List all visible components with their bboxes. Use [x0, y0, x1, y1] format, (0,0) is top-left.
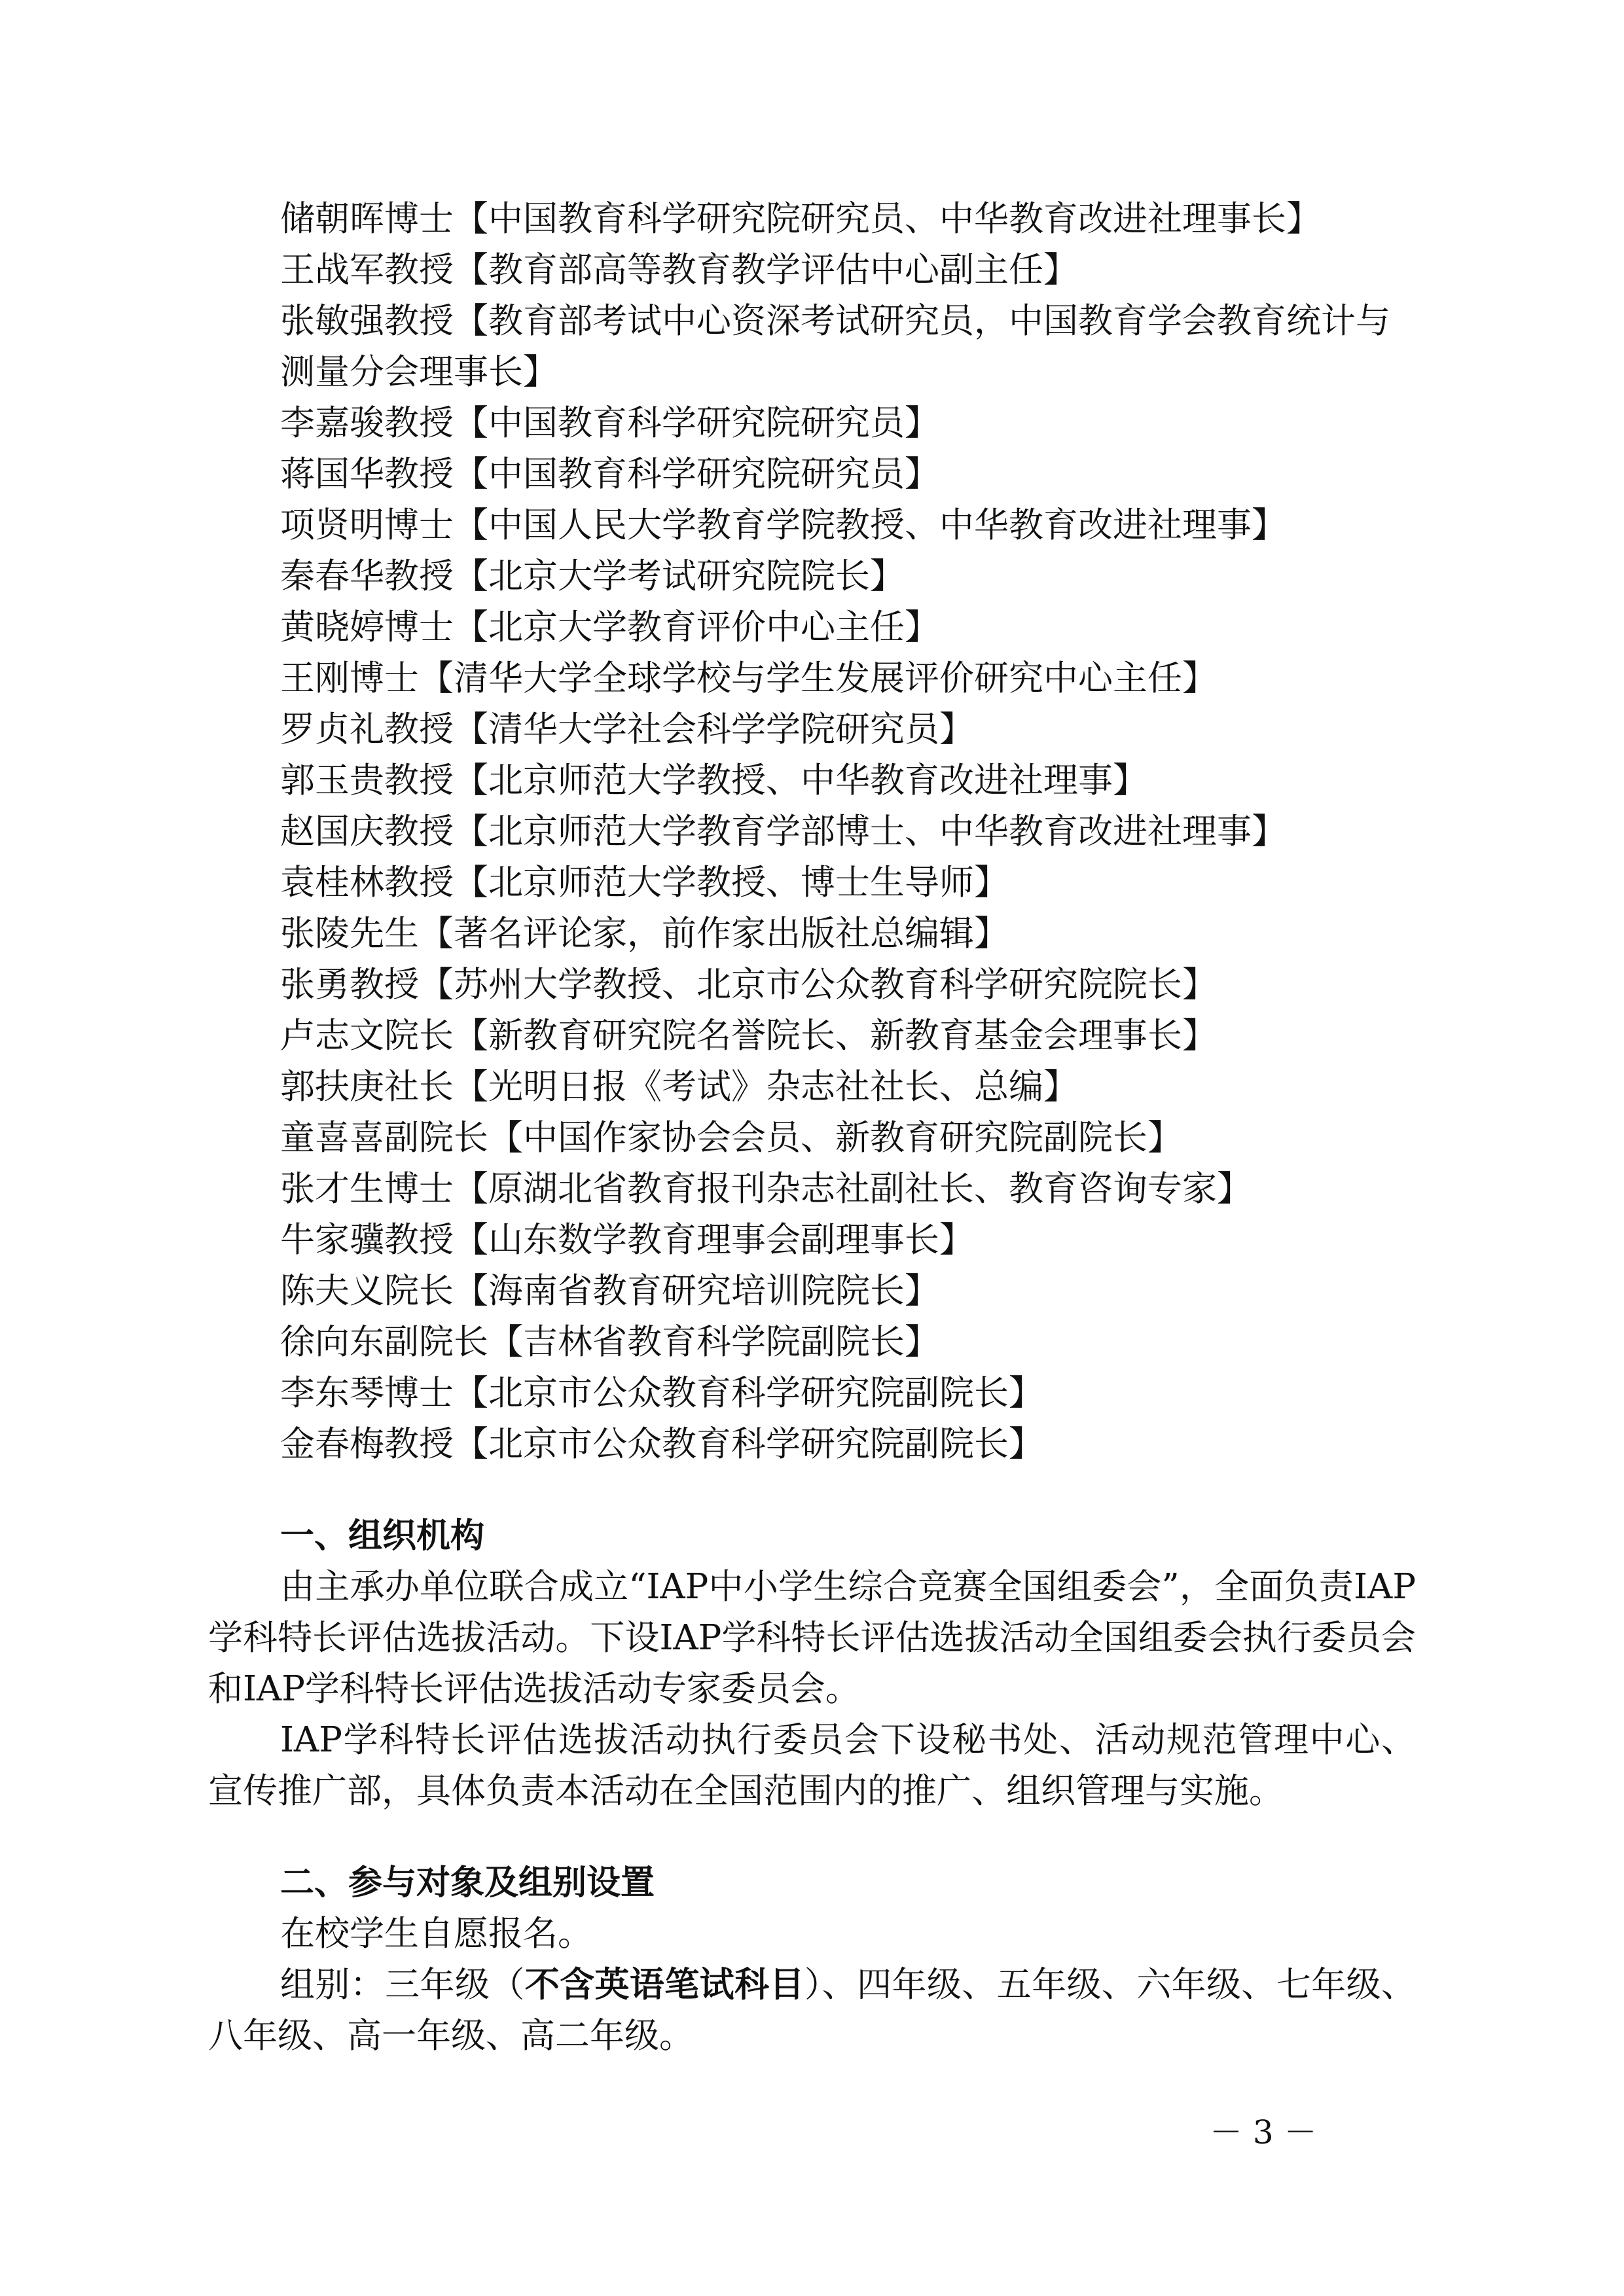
- section-organization: [208, 1511, 1416, 1817]
- expert-title: 【中国人民大学教育学院教授、中华教育改进社理事】: [454, 505, 1286, 545]
- expert-name: 秦春华教授: [280, 556, 454, 596]
- expert-title: 【中国教育科学研究院研究员】: [454, 403, 939, 443]
- expert-name: 罗贞礼教授: [280, 709, 454, 749]
- groups-prefix: 组别：三年级（: [280, 1965, 525, 2005]
- expert-name: 徐向东副院长: [280, 1322, 488, 1362]
- expert-name: 王战军教授: [280, 250, 454, 290]
- expert-list: [208, 194, 1416, 1470]
- expert-name: 储朝晖博士: [280, 199, 454, 239]
- section-heading: 二、参与对象及组别设置: [280, 1863, 655, 1903]
- expert-title: 【中国教育科学研究院研究员】: [454, 454, 939, 494]
- expert-title: 【新教育研究院名誉院长、新教育基金会理事长】: [454, 1016, 1217, 1056]
- expert-name: 童喜喜副院长: [280, 1118, 488, 1158]
- expert-name: 项贤明博士: [280, 505, 454, 545]
- expert-entry: [208, 1215, 1416, 1266]
- page-content: [208, 194, 1416, 2062]
- expert-name: 郭玉贵教授: [280, 761, 454, 800]
- expert-name: 王刚博士: [280, 658, 419, 698]
- expert-title: 【北京师范大学教授、中华教育改进社理事】: [454, 761, 1147, 800]
- expert-entry: [208, 1419, 1416, 1470]
- expert-entry: [208, 908, 1416, 960]
- expert-title: 【教育部高等教育教学评估中心副主任】: [454, 250, 1078, 290]
- expert-name: 蒋国华教授: [280, 454, 454, 494]
- expert-name: 张勇教授: [280, 965, 419, 1005]
- section-heading: 一、组织机构: [280, 1516, 485, 1556]
- expert-title: 【山东数学教育理事会副理事长】: [454, 1220, 974, 1260]
- expert-entry: [208, 245, 1416, 296]
- expert-name: 张敏强教授: [280, 301, 454, 341]
- expert-entry: [208, 602, 1416, 653]
- expert-name: 金春梅教授: [280, 1424, 454, 1464]
- expert-entry: [208, 296, 1416, 398]
- expert-entry: [208, 551, 1416, 602]
- expert-entry: [208, 653, 1416, 704]
- expert-name: 郭扶庚社长: [280, 1067, 454, 1107]
- expert-title: 【原湖北省教育报刊杂志社副社长、教育咨询专家】: [454, 1169, 1252, 1209]
- expert-title: 【光明日报《考试》杂志社社长、总编】: [454, 1067, 1078, 1107]
- expert-entry: [208, 1113, 1416, 1164]
- expert-name: 牛家骥教授: [280, 1220, 454, 1260]
- expert-entry: [208, 500, 1416, 551]
- expert-entry: [208, 806, 1416, 857]
- expert-title: 【北京市公众教育科学研究院副院长】: [454, 1424, 1043, 1464]
- expert-entry: [208, 755, 1416, 806]
- groups-emphasis: 不含英语笔试科目: [524, 1965, 804, 2005]
- expert-entry: [208, 960, 1416, 1011]
- expert-title: 【中国教育科学研究院研究员、中华教育改进社理事长】: [454, 199, 1321, 239]
- expert-name: 赵国庆教授: [280, 812, 454, 852]
- expert-entry: [208, 1368, 1416, 1419]
- expert-entry: [208, 704, 1416, 755]
- expert-entry: [208, 398, 1416, 449]
- expert-name: 袁桂林教授: [280, 863, 454, 903]
- expert-entry: [208, 1011, 1416, 1062]
- expert-entry: [208, 1266, 1416, 1317]
- expert-name: 卢志文院长: [280, 1016, 454, 1056]
- paragraph: 由主承办单位联合成立“IAP中小学生综合竞赛全国组委会”，全面负责IAP学科特长评估选拔活动。下设IAP学科特长评估选拔活动全国组委会执行委员会和IAP学科特长评估选拔活动专家委员会。: [208, 1567, 1416, 1709]
- expert-name: 李嘉骏教授: [280, 403, 454, 443]
- expert-title: 【著名评论家，前作家出版社总编辑】: [419, 914, 1009, 954]
- expert-name: 张陵先生: [280, 914, 419, 954]
- expert-title: 【教育部考试中心资深考试研究员，中国教育学会教育统计与测量分会理事长】: [280, 301, 1390, 392]
- expert-name: 张才生博士: [280, 1169, 454, 1209]
- paragraph: IAP学科特长评估选拔活动执行委员会下设秘书处、活动规范管理中心、宣传推广部，具体负责本活动在全国范围内的推广、组织管理与实施。: [208, 1720, 1416, 1811]
- expert-title: 【北京市公众教育科学研究院副院长】: [454, 1373, 1043, 1413]
- expert-title: 【中国作家协会会员、新教育研究院副院长】: [488, 1118, 1182, 1158]
- expert-name: 黄晓婷博士: [280, 607, 454, 647]
- groups-suffix: ）、四年级、五年级、六年级、七年级、八年级、高一年级、高二年级。: [208, 1965, 1416, 2056]
- section-participants: [208, 1857, 1416, 2062]
- expert-title: 【北京大学考试研究院院长】: [454, 556, 905, 596]
- expert-entry: [208, 1062, 1416, 1113]
- expert-name: 陈夫义院长: [280, 1271, 454, 1311]
- expert-entry: [208, 1317, 1416, 1368]
- expert-title: 【海南省教育研究培训院院长】: [454, 1271, 939, 1311]
- expert-entry: [208, 1164, 1416, 1215]
- expert-title: 【清华大学社会科学学院研究员】: [454, 709, 974, 749]
- expert-title: 【清华大学全球学校与学生发展评价研究中心主任】: [419, 658, 1217, 698]
- expert-entry: [208, 857, 1416, 908]
- expert-entry: [208, 449, 1416, 500]
- expert-name: 李东琴博士: [280, 1373, 454, 1413]
- expert-title: 【北京师范大学教育学部博士、中华教育改进社理事】: [454, 812, 1286, 852]
- expert-title: 【吉林省教育科学院副院长】: [488, 1322, 939, 1362]
- page-number: － 3 －: [1210, 2113, 1317, 2151]
- groups-paragraph: [208, 1960, 1416, 2062]
- paragraph: 在校学生自愿报名。: [280, 1914, 592, 1954]
- expert-title: 【北京师范大学教授、博士生导师】: [454, 863, 1009, 903]
- expert-title: 【苏州大学教授、北京市公众教育科学研究院院长】: [419, 965, 1217, 1005]
- expert-title: 【北京大学教育评价中心主任】: [454, 607, 939, 647]
- expert-entry: [208, 194, 1416, 245]
